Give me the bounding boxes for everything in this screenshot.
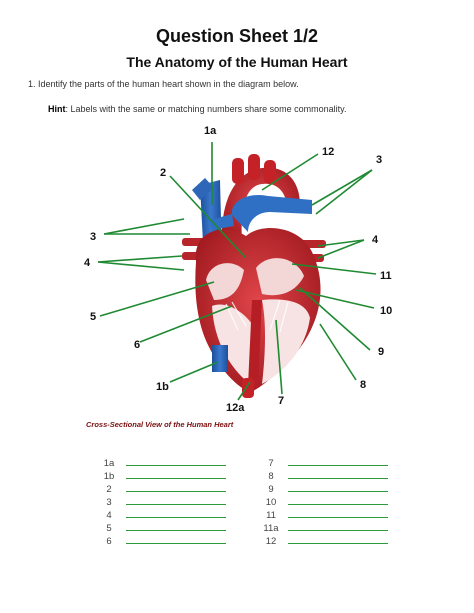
label-12: 12 bbox=[322, 146, 335, 158]
answer-number: 6 bbox=[106, 536, 112, 547]
answer-line[interactable] bbox=[288, 465, 388, 466]
page-subtitle: The Anatomy of the Human Heart bbox=[126, 54, 348, 70]
answer-line[interactable] bbox=[126, 530, 226, 531]
label-3-right: 3 bbox=[376, 154, 383, 166]
answer-number: 7 bbox=[268, 458, 274, 469]
label-4-right: 4 bbox=[372, 234, 379, 246]
hint-body: : Labels with the same or matching numbers share some commonality. bbox=[65, 104, 347, 114]
answer-line[interactable] bbox=[288, 517, 388, 518]
answer-line[interactable] bbox=[288, 504, 388, 505]
label-1b: 1b bbox=[156, 381, 169, 393]
label-1a: 1a bbox=[204, 125, 217, 137]
heart-diagram bbox=[0, 118, 474, 418]
answer-line[interactable] bbox=[126, 517, 226, 518]
answer-number: 12 bbox=[265, 536, 277, 547]
answer-number: 11a bbox=[263, 523, 279, 534]
page-title: Question Sheet 1/2 bbox=[155, 26, 319, 46]
answer-line[interactable] bbox=[288, 478, 388, 479]
answer-line[interactable] bbox=[288, 530, 388, 531]
label-4-left: 4 bbox=[84, 257, 91, 269]
answer-number: 11 bbox=[266, 510, 276, 521]
label-3-left: 3 bbox=[90, 231, 97, 243]
answer-number: 2 bbox=[106, 484, 112, 495]
answer-number: 10 bbox=[265, 497, 277, 508]
answer-number: 8 bbox=[268, 471, 274, 482]
label-2: 2 bbox=[160, 167, 167, 179]
label-6: 6 bbox=[134, 339, 141, 351]
instruction-text: 1. Identify the parts of the human heart shown in the diagram below. bbox=[28, 79, 299, 89]
answer-line[interactable] bbox=[126, 543, 226, 544]
label-11: 11 bbox=[380, 270, 392, 282]
answer-number: 4 bbox=[106, 510, 112, 521]
answer-line[interactable] bbox=[126, 465, 226, 466]
answer-line[interactable] bbox=[288, 543, 388, 544]
label-12a: 12a bbox=[226, 402, 245, 414]
answer-line[interactable] bbox=[126, 478, 226, 479]
answer-line[interactable] bbox=[288, 491, 388, 492]
answer-number: 5 bbox=[106, 523, 112, 534]
label-7: 7 bbox=[278, 395, 285, 407]
hint-label: Hint bbox=[48, 104, 66, 114]
diagram-caption: Cross-Sectional View of the Human Heart bbox=[86, 420, 234, 429]
label-9: 9 bbox=[378, 346, 385, 358]
answer-section bbox=[0, 458, 474, 558]
label-5: 5 bbox=[90, 311, 97, 323]
label-10: 10 bbox=[380, 305, 393, 317]
answer-number: 1b bbox=[103, 471, 115, 482]
answer-number: 3 bbox=[106, 497, 112, 508]
answer-number: 1a bbox=[103, 458, 115, 469]
answer-number: 9 bbox=[268, 484, 274, 495]
answer-line[interactable] bbox=[126, 504, 226, 505]
label-8: 8 bbox=[360, 379, 367, 391]
heart-illustration bbox=[182, 154, 326, 398]
answer-line[interactable] bbox=[126, 491, 226, 492]
hint-text bbox=[48, 104, 346, 114]
